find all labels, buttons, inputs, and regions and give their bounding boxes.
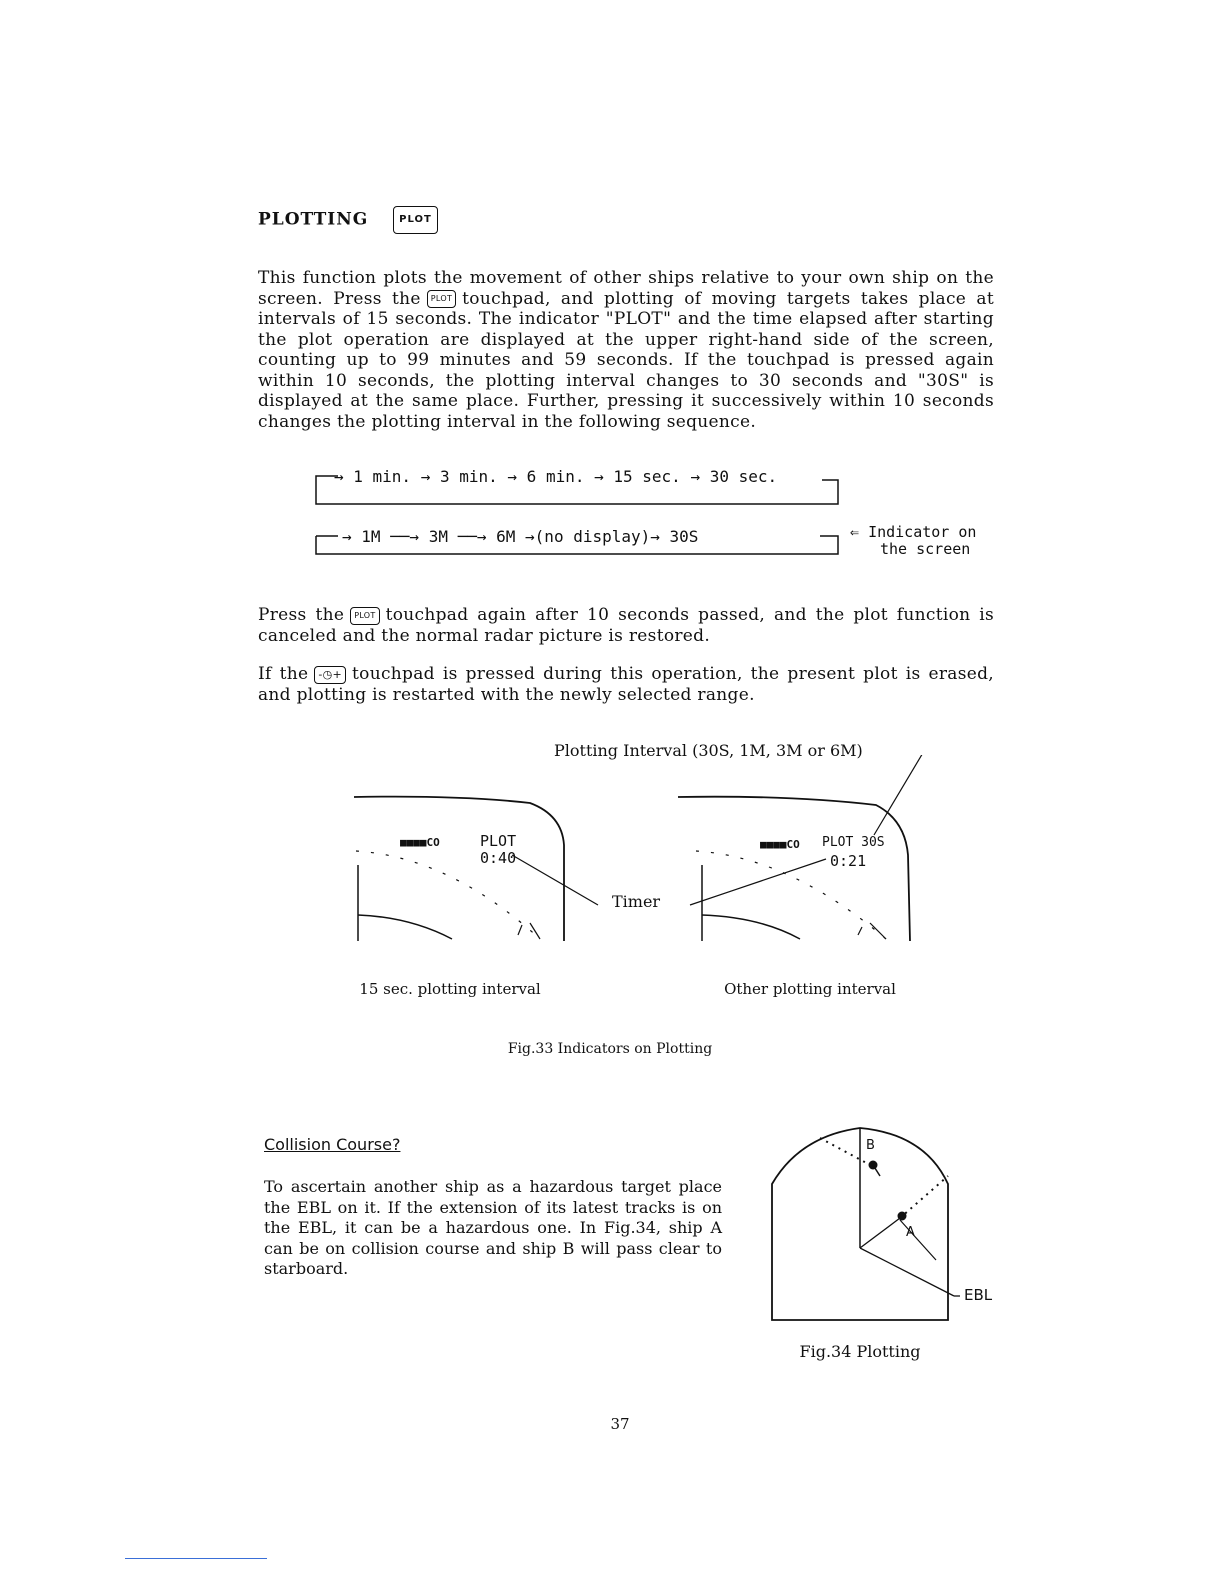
fig33: [330, 735, 990, 1065]
right-time: 0:21: [830, 852, 867, 870]
sequence-row-1: → 1 min. → 3 min. → 6 min. → 15 sec. → 30 sec.: [334, 467, 778, 486]
fig34: [760, 1120, 1000, 1370]
ship-b-label: B: [866, 1138, 875, 1153]
left-caption: 15 sec. plotting interval: [359, 980, 541, 998]
cancel-paragraph: Press the PLOT touchpad again after 10 seconds passed, and the plot function is canceled and the normal radar picture is restored.: [258, 605, 994, 646]
fig33-caption: Fig.33 Indicators on Plotting: [507, 1041, 713, 1057]
right-plot: PLOT 30S: [822, 835, 885, 850]
ship-a-label: A: [906, 1225, 915, 1240]
fig34-caption: Fig.34 Plotting: [799, 1342, 921, 1361]
range-key-icon: -◷+: [314, 666, 346, 684]
section-title: PLOTTING PLOT: [258, 206, 444, 234]
left-time: 0:40: [480, 849, 517, 867]
page-number: 37: [610, 1415, 630, 1433]
sequence-diagram: [310, 462, 1010, 572]
plot-key-icon: PLOT: [350, 607, 379, 625]
range-paragraph: If the -◷+ touchpad is pressed during this operation, the present plot is erased, and plotting is restarted with the newly selected range.: [258, 664, 994, 705]
collision-body: To ascertain another ship as a hazardous target place the EBL on it. If the extension of its latest tracks is on the EBL, it can be a hazardous one. In Fig.34, ship A can be on collision course and ship B will pass clear to starboard.: [264, 1177, 722, 1278]
footnote-rule: [125, 1558, 267, 1559]
timer-label: Timer: [612, 892, 661, 911]
collision-heading: Collision Course?: [264, 1135, 401, 1154]
ebl-label: EBL: [964, 1286, 993, 1304]
indicator-note: ⇐ Indicator on the screen: [850, 523, 977, 558]
left-status: ■■■■CO: [400, 836, 440, 849]
right-caption: Other plotting interval: [724, 980, 896, 998]
interval-label: Plotting Interval (30S, 1M, 3M or 6M): [554, 741, 863, 760]
right-status: ■■■■CO: [760, 838, 800, 851]
fig33-drawing: [330, 755, 990, 985]
left-plot: PLOT: [480, 832, 517, 850]
intro-paragraph: This function plots the movement of other ships relative to your own ship on the screen. Press the PLOT touchpad, and plotting of moving targets takes place at intervals of 15 seconds. The indicator "PLOT" and the time elapsed after starting the plot operation are displayed at the upper right-hand side of the screen, counting up to 99 minutes and 59 seconds. If the touchpad is pressed again within 10 seconds, the plotting interval changes to 30 seconds and "30S" is displayed at the same place. Further, pressing it successively within 10 seconds changes the plotting interval in the following sequence.: [258, 268, 994, 432]
plot-key-icon: PLOT: [393, 206, 438, 234]
plot-key-icon: PLOT: [427, 290, 456, 308]
sequence-row-2: → 1M ──→ 3M ──→ 6M →(no display)→ 30S: [342, 527, 699, 546]
